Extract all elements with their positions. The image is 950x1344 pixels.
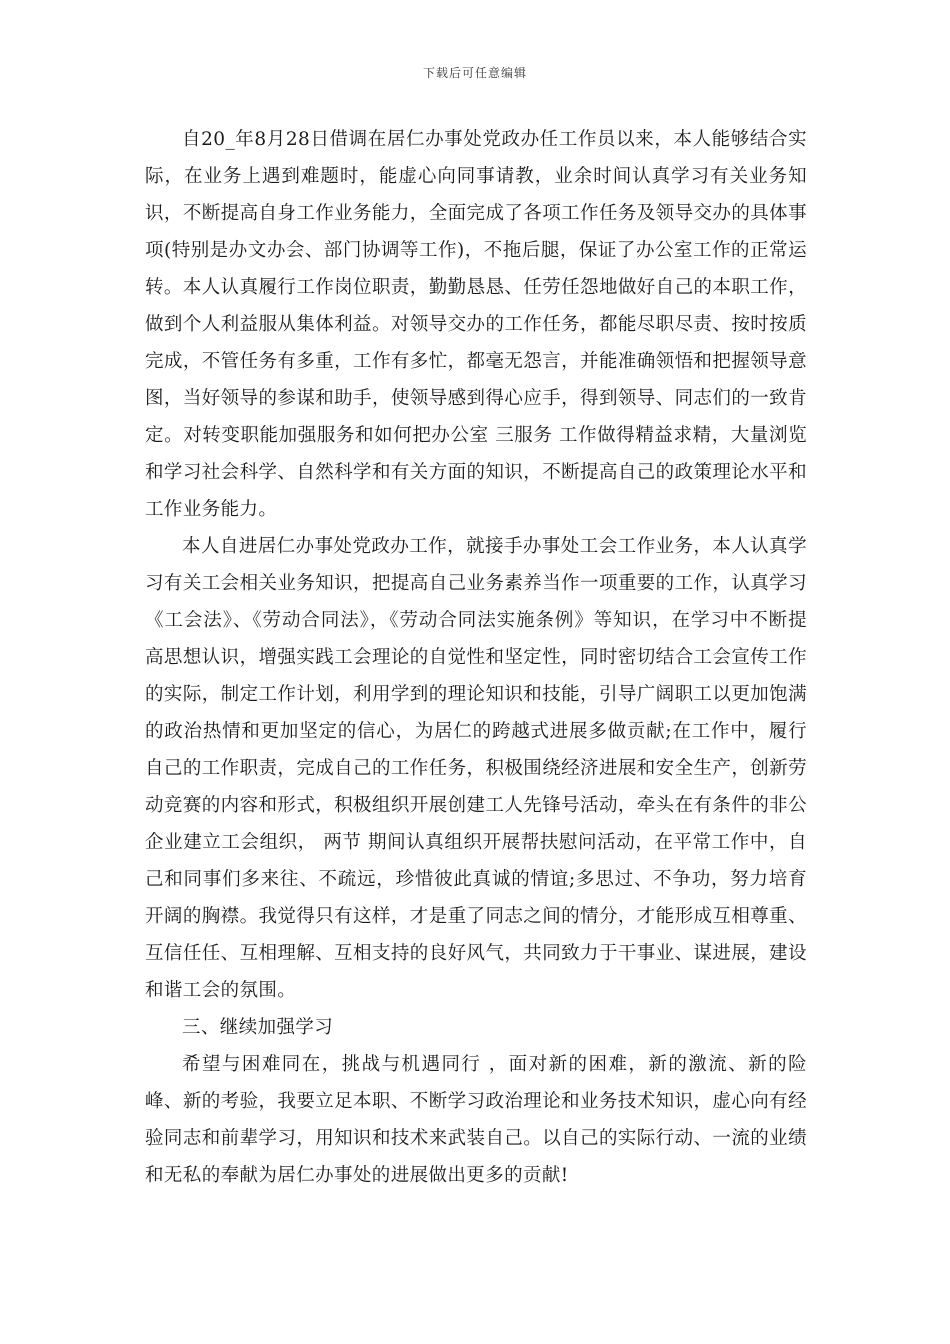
paragraph-union-work: 本人自进居仁办事处党政办工作，就接手办事处工会工作业务，本人认真学习有关工会相关业务知识，把提高自己业务素养当作一项重要的工作，认真学习《工会法》、《劳动合同法》，《劳动合同法实施条例》等知识，在学习中不断提高思想认识，增强实践工会理论的自觉性和坚定性，同时密切结合工会宣传工作的实际，制定工作计划，利用学到的理论知识和技能，引导广阔职工以更加饱满的政治热情和更加坚定的信心，为居仁的跨越式进展多做贡献;在工作中，履行自己的工作职责，完成自己的工作任务，积极围绕经济进展和安全生产，创新劳动竞赛的内容和形式，积极组织开展创建工人先锋号活动，牵头在有条件的非公企业建立工会组织， 两节 期间认真组织开展帮扶慰问活动，在平常工作中，自己和同事们多来往、不疏远，珍惜彼此真诚的情谊;多思过、不争功，努力培育开阔的胸襟。我觉得只有这样，才是重了同志之间的情分，才能形成互相尊重、互信任任、互相理解、互相支持的良好风气，共同致力于干事业、谋进展，建设和谐工会的氛围。 bbox=[145, 536, 807, 1001]
page-header-note: 下载后可任意编辑 bbox=[422, 66, 527, 80]
paragraph-closing: 希望与困难同在，挑战与机遇同行 ，面对新的困难，新的激流、新的险峰、新的考验，我要立足本职、不断学习政治理论和业务技术知识，虚心向有经验同志和前辈学习，用知识和技术来武装自己。以自己的实际行动、一流的业绩和无私的奉献为居仁办事处的进展做出更多的贡献! bbox=[145, 1054, 807, 1186]
paragraph-office-work: 自20_年8月28日借调在居仁办事处党政办任工作员以来，本人能够结合实际，在业务上遇到难题时，能虚心向同事请教，业余时间认真学习有关业务知识，不断提高自身工作业务能力，全面完成了各项工作任务及领导交办的具体事项(特别是办文办会、部门协调等工作)，不拖后腿，保证了办公室工作的正常运转。本人认真履行工作岗位职责，勤勤恳恳、任劳任怨地做好自己的本职工作，做到个人利益服从集体利益。对领导交办的工作任务，都能尽职尽责、按时按质完成，不管任务有多重，工作有多忙，都毫无怨言，并能准确领悟和把握领导意图，当好领导的参谋和助手，使领导感到得心应手，得到领导、同志们的一致肯定。对转变职能加强服务和如何把办公室 三服务 工作做得精益求精，大量浏览和学习社会科学、自然科学和有关方面的知识，不断提高自己的政策理论水平和工作业务能力。 bbox=[145, 129, 807, 520]
section-heading-continue-learning: 三、继续加强学习 bbox=[182, 1017, 334, 1038]
document-body bbox=[145, 121, 807, 1194]
